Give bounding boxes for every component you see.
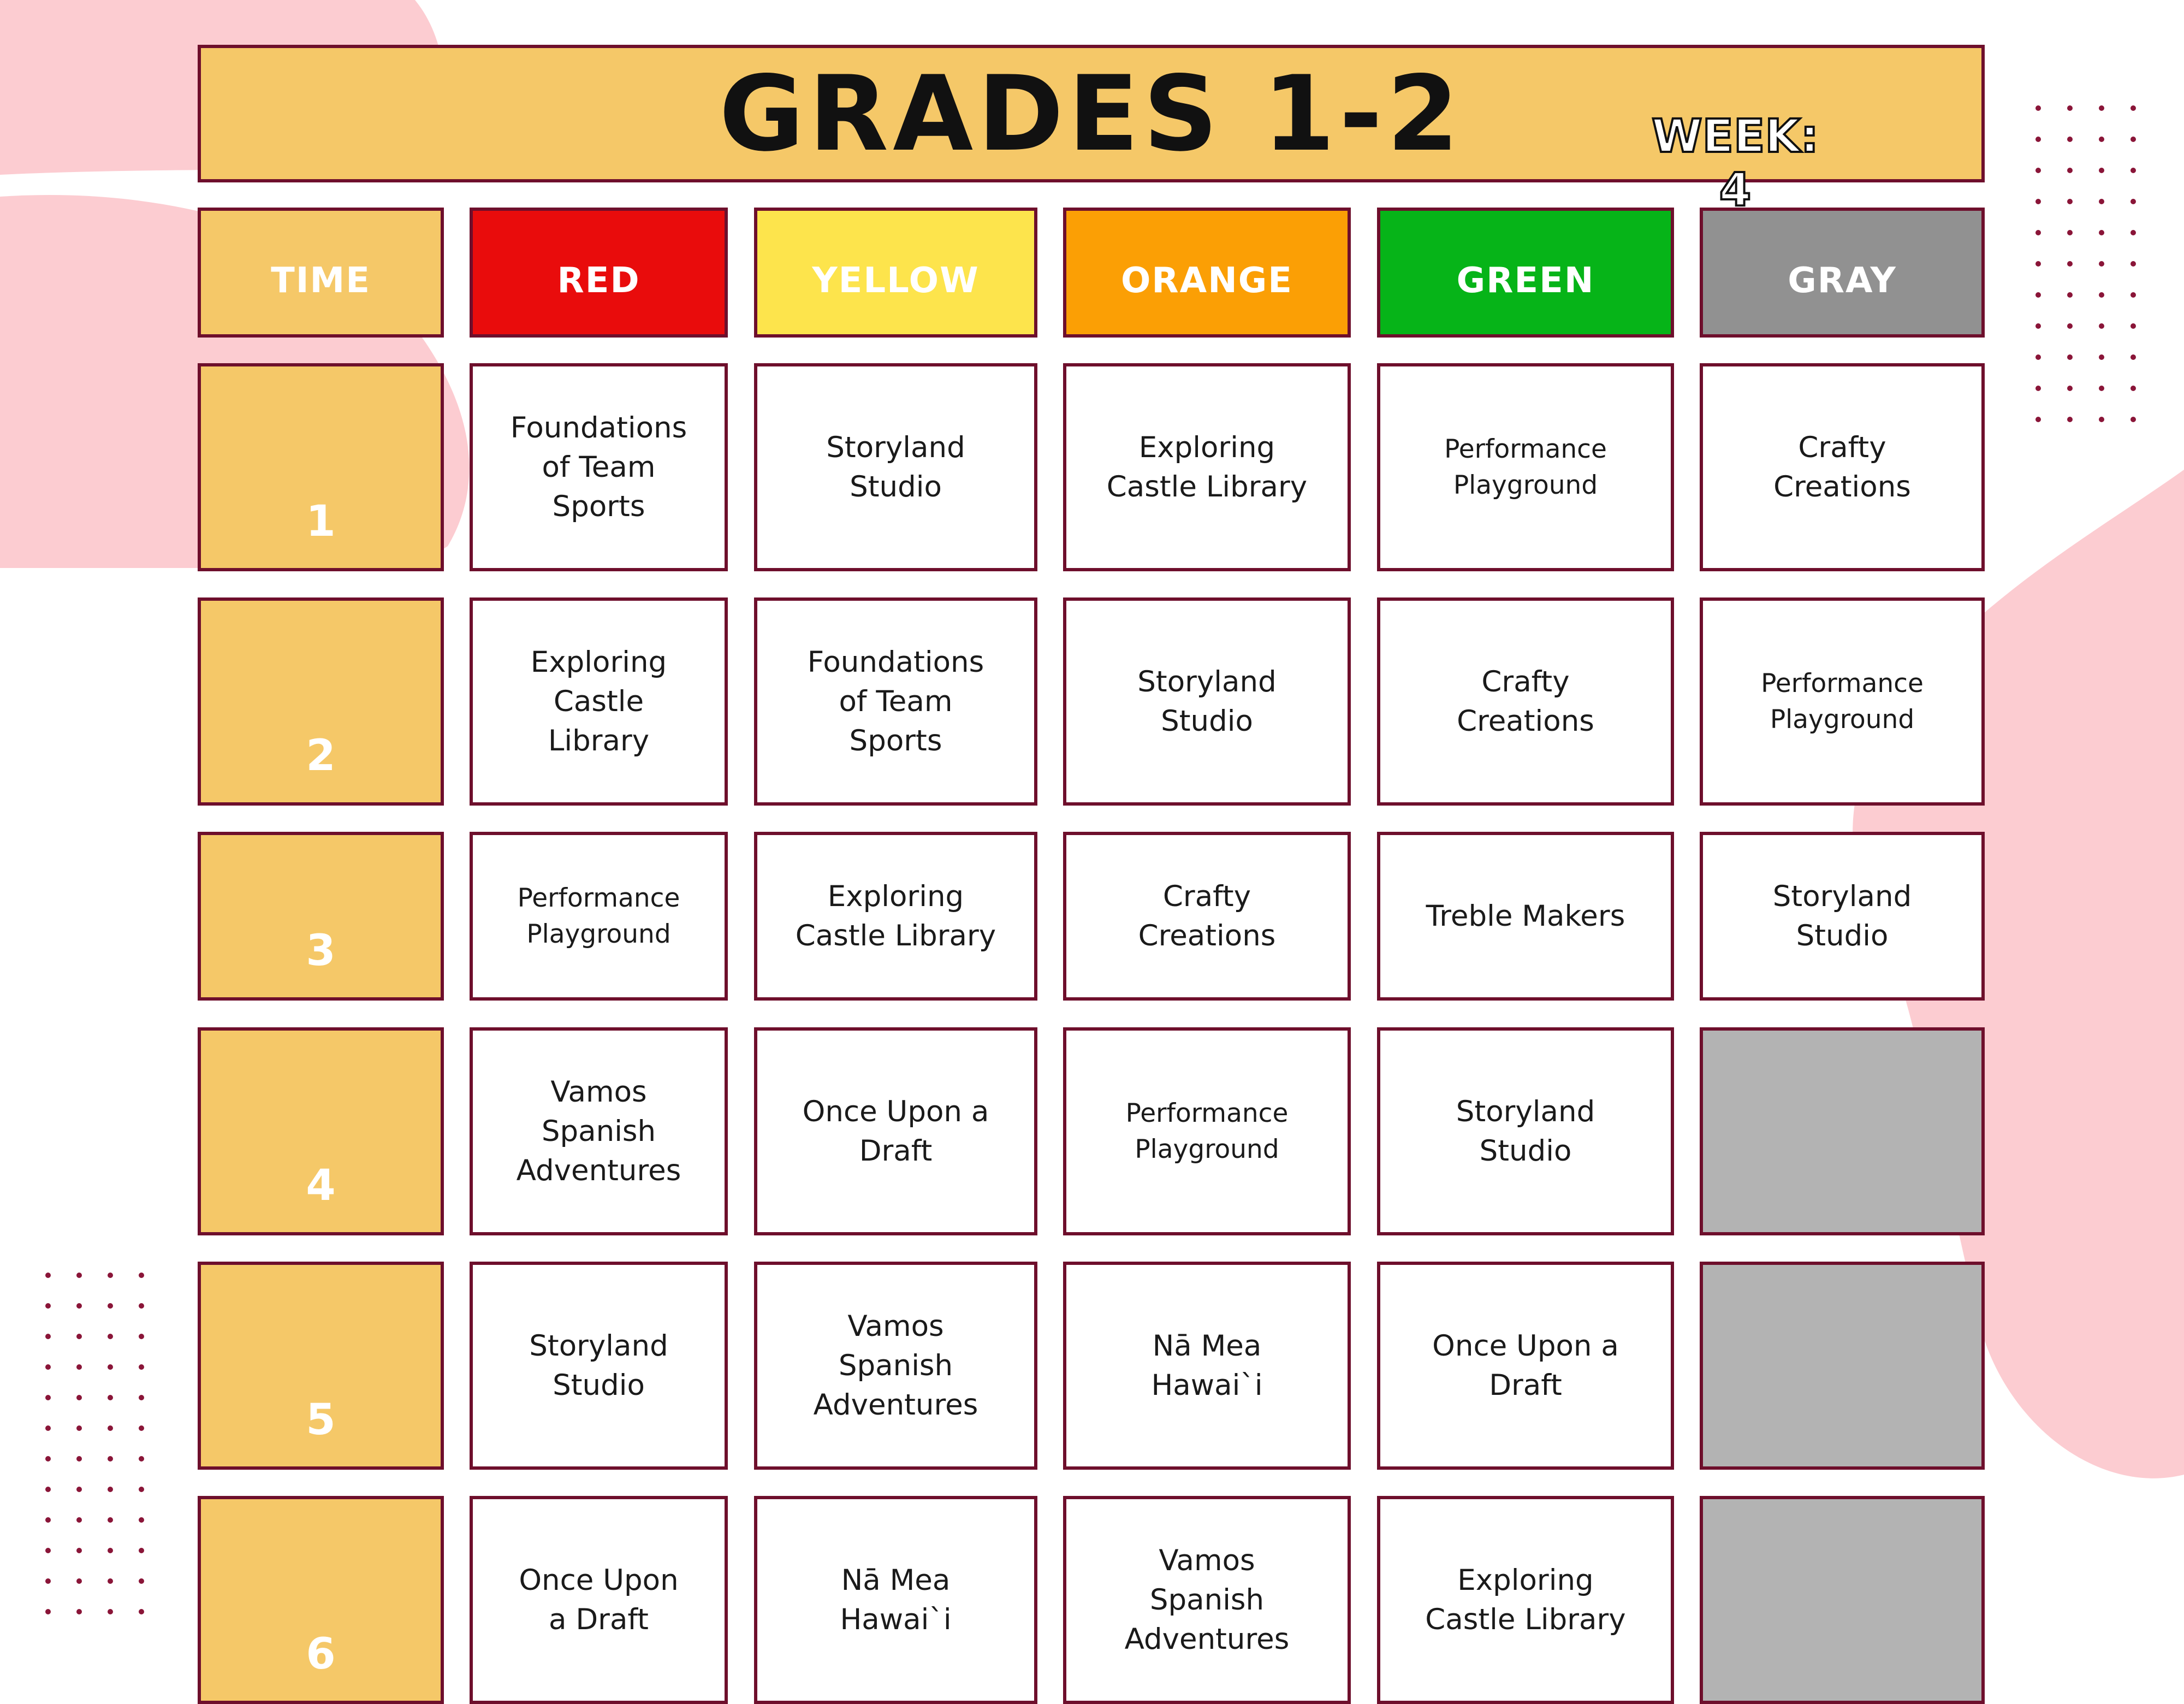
time-slot-3: 3 <box>198 832 444 1001</box>
activity-label: Vamos Spanish Adventures <box>1124 1543 1290 1656</box>
activity-label: Storyland Studio <box>529 1329 668 1402</box>
column-header-yellow: YELLOW <box>754 208 1037 338</box>
dot <box>2130 199 2136 204</box>
dot <box>2067 323 2073 329</box>
activity-label: Once Upon a Draft <box>1432 1329 1619 1402</box>
dot <box>76 1273 82 1278</box>
dot <box>2130 168 2136 173</box>
dot <box>2035 323 2041 329</box>
activity-label: Once Upon a Draft <box>519 1563 679 1636</box>
dot <box>2067 105 2073 111</box>
activity-label: Storyland Studio <box>1772 879 1912 952</box>
time-slot-2: 2 <box>198 597 444 806</box>
dot <box>45 1273 51 1278</box>
activity-cell <box>1377 363 1674 571</box>
activity-cell <box>1063 1262 1351 1470</box>
activity-cell <box>470 1496 728 1704</box>
dot <box>108 1395 113 1400</box>
activity-cell <box>1063 597 1351 806</box>
dot <box>2035 105 2041 111</box>
dot <box>76 1487 82 1492</box>
dot <box>139 1303 144 1309</box>
activity-label: Exploring Castle Library <box>1106 430 1308 504</box>
dot <box>2067 292 2073 298</box>
dot <box>108 1578 113 1584</box>
dot <box>108 1364 113 1370</box>
activity-label: Vamos Spanish Adventures <box>813 1309 978 1422</box>
activity-cell <box>470 1027 728 1235</box>
dot <box>45 1487 51 1492</box>
dot <box>2130 105 2136 111</box>
dot <box>2099 137 2104 142</box>
dot <box>2035 386 2041 391</box>
dot <box>139 1548 144 1553</box>
dot <box>2035 137 2041 142</box>
dot <box>2035 230 2041 235</box>
dot <box>45 1334 51 1339</box>
activity-cell <box>470 363 728 571</box>
dot <box>139 1395 144 1400</box>
dot <box>2099 292 2104 298</box>
dot <box>2130 417 2136 422</box>
week-label: WEEK: 4 <box>1651 109 1819 216</box>
dot <box>108 1456 113 1462</box>
dot <box>76 1395 82 1400</box>
time-slot-1: 1 <box>198 363 444 571</box>
activity-cell <box>754 597 1037 806</box>
dot <box>2130 261 2136 267</box>
activity-label: Exploring Castle Library <box>530 645 667 758</box>
dot <box>139 1456 144 1462</box>
dot <box>2035 354 2041 360</box>
dot <box>2067 137 2073 142</box>
dot <box>76 1517 82 1523</box>
activity-label: Storyland Studio <box>1137 665 1277 738</box>
activity-cell <box>1377 1027 1674 1235</box>
empty-slot-cell <box>1700 1027 1985 1235</box>
activity-cell <box>470 597 728 806</box>
dot <box>108 1334 113 1339</box>
activity-cell <box>470 1262 728 1470</box>
activity-cell <box>754 1496 1037 1704</box>
dot <box>45 1456 51 1462</box>
dot <box>2130 137 2136 142</box>
dot <box>108 1517 113 1523</box>
dot <box>76 1303 82 1309</box>
activity-label: Performance Playground <box>517 883 680 949</box>
column-header-red: RED <box>470 208 728 338</box>
dot <box>2099 230 2104 235</box>
activity-label: Exploring Castle Library <box>795 879 996 952</box>
activity-cell <box>1700 832 1985 1001</box>
dot <box>139 1273 144 1278</box>
dot <box>139 1334 144 1339</box>
dot <box>2130 386 2136 391</box>
empty-slot-cell <box>1700 1262 1985 1470</box>
activity-label: Once Upon a Draft <box>802 1094 989 1168</box>
dot <box>2035 417 2041 422</box>
dot <box>45 1303 51 1309</box>
dot <box>2130 292 2136 298</box>
dot <box>139 1609 144 1614</box>
time-slot-5: 5 <box>198 1262 444 1470</box>
activity-cell <box>1377 1262 1674 1470</box>
dot <box>2067 199 2073 204</box>
activity-label: Storyland Studio <box>1456 1094 1595 1168</box>
dot <box>2067 386 2073 391</box>
dot <box>139 1517 144 1523</box>
activity-cell <box>1377 832 1674 1001</box>
dot <box>45 1395 51 1400</box>
activity-cell <box>1063 832 1351 1001</box>
dot <box>108 1609 113 1614</box>
dot <box>139 1578 144 1584</box>
dot <box>76 1425 82 1431</box>
activity-cell <box>754 1027 1037 1235</box>
dot <box>2099 261 2104 267</box>
dot <box>45 1609 51 1614</box>
dot <box>2099 105 2104 111</box>
dot <box>108 1425 113 1431</box>
activity-label: Nā Mea Hawai`i <box>1151 1329 1263 1402</box>
activity-cell <box>1063 1027 1351 1235</box>
dot <box>108 1548 113 1553</box>
dot <box>76 1548 82 1553</box>
dot <box>76 1578 82 1584</box>
activity-cell <box>1700 597 1985 806</box>
column-header-green: GREEN <box>1377 208 1674 338</box>
activity-label: Nā Mea Hawai`i <box>840 1563 952 1636</box>
dot <box>2130 230 2136 235</box>
dot <box>45 1578 51 1584</box>
dot <box>76 1364 82 1370</box>
dot <box>108 1487 113 1492</box>
activity-cell <box>754 1262 1037 1470</box>
activity-label: Performance Playground <box>1444 434 1607 500</box>
activity-label: Crafty Creations <box>1773 430 1911 504</box>
dot <box>45 1425 51 1431</box>
column-header-gray: GRAY <box>1700 208 1985 338</box>
dot <box>45 1364 51 1370</box>
dot <box>139 1487 144 1492</box>
activity-cell <box>1377 1496 1674 1704</box>
activity-cell <box>470 832 728 1001</box>
dot <box>139 1364 144 1370</box>
dot <box>2067 417 2073 422</box>
dot <box>2099 168 2104 173</box>
activity-cell <box>754 832 1037 1001</box>
activity-cell <box>1063 1496 1351 1704</box>
activity-label: Exploring Castle Library <box>1425 1563 1626 1636</box>
column-header-time: TIME <box>198 208 444 338</box>
dot <box>76 1609 82 1614</box>
dot <box>2099 417 2104 422</box>
activity-label: Performance Playground <box>1125 1098 1289 1164</box>
activity-label: Storyland Studio <box>826 430 965 504</box>
dot <box>108 1303 113 1309</box>
dot <box>2099 354 2104 360</box>
activity-label: Performance Playground <box>1761 668 1924 735</box>
page-title: GRADES 1-2 <box>719 53 1464 174</box>
activity-label: Foundations of Team Sports <box>510 411 687 523</box>
time-slot-6: 6 <box>198 1496 444 1704</box>
time-slot-4: 4 <box>198 1027 444 1235</box>
activity-label: Crafty Creations <box>1457 665 1594 738</box>
dot <box>76 1456 82 1462</box>
dot <box>2035 292 2041 298</box>
dot <box>2035 261 2041 267</box>
dot <box>45 1548 51 1553</box>
activity-label: Vamos Spanish Adventures <box>516 1075 681 1187</box>
activity-cell <box>1063 363 1351 571</box>
dot <box>2130 354 2136 360</box>
dot <box>45 1517 51 1523</box>
dot <box>2130 323 2136 329</box>
dot <box>108 1273 113 1278</box>
dot <box>2035 199 2041 204</box>
dot <box>2099 323 2104 329</box>
dot <box>2067 230 2073 235</box>
dot <box>2067 261 2073 267</box>
dot <box>2067 168 2073 173</box>
activity-cell <box>754 363 1037 571</box>
dot <box>2099 386 2104 391</box>
column-header-orange: ORANGE <box>1063 208 1351 338</box>
activity-cell <box>1377 597 1674 806</box>
dot <box>139 1425 144 1431</box>
activity-label: Treble Makers <box>1426 899 1625 933</box>
activity-label: Foundations of Team Sports <box>807 645 984 758</box>
dot <box>2067 354 2073 360</box>
dot <box>2099 199 2104 204</box>
empty-slot-cell <box>1700 1496 1985 1704</box>
dot <box>76 1334 82 1339</box>
activity-cell <box>1700 363 1985 571</box>
activity-label: Crafty Creations <box>1138 879 1276 952</box>
dot <box>2035 168 2041 173</box>
